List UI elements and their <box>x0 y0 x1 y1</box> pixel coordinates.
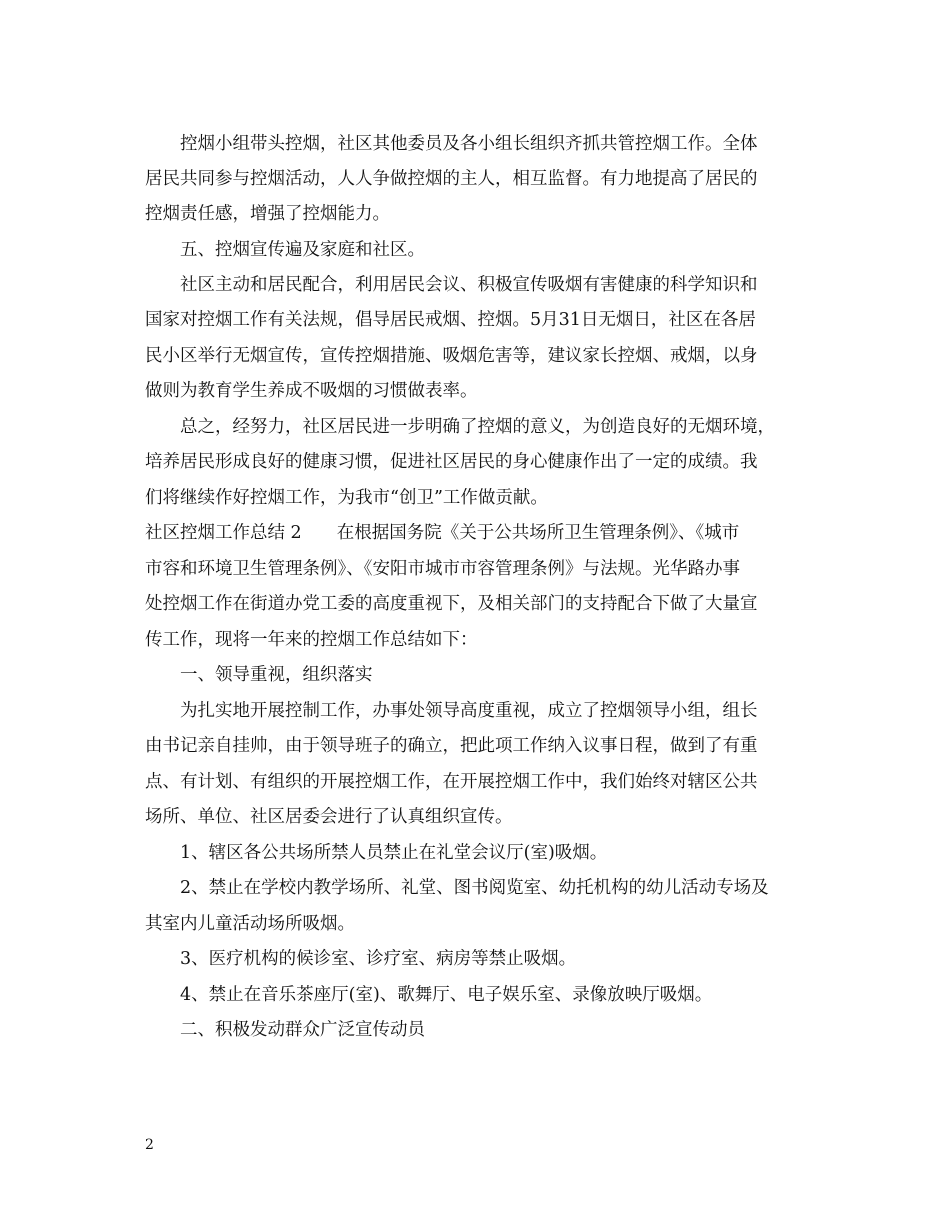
section-heading: 二、积极发动群众广泛宣传动员 <box>180 1020 425 1040</box>
article-title-line: 社区控烟工作总结 2 在根据国务院《关于公共场所卫生管理条例》、《城市 <box>145 523 740 543</box>
body-text-line: 场所、单位、社区居委会进行了认真组织宣传。 <box>145 807 513 827</box>
body-text-line: 居民共同参与控烟活动，人人争做控烟的主人，相互监督。有力地提高了居民的 <box>145 169 758 189</box>
body-text-line: 点、有计划、有组织的开展控烟工作，在开展控烟工作中，我们始终对辖区公共 <box>145 772 758 792</box>
section-heading: 五、控烟宣传遍及家庭和社区。 <box>180 240 425 260</box>
list-item: 4、禁止在音乐茶座厅(室)、歌舞厅、电子娱乐室、录像放映厅吸烟。 <box>180 985 713 1005</box>
body-text-line: 总之，经努力，社区居民进一步明确了控烟的意义，为创造良好的无烟环境， <box>180 417 775 437</box>
body-text-line: 控烟责任感，增强了控烟能力。 <box>145 204 390 224</box>
body-text-line: 社区主动和居民配合，利用居民会议、积极宣传吸烟有害健康的科学知识和 <box>180 275 758 295</box>
body-text-line: 培养居民形成良好的健康习惯，促进社区居民的身心健康作出了一定的成绩。我 <box>145 452 758 472</box>
body-text-line: 传工作，现将一年来的控烟工作总结如下： <box>145 630 478 650</box>
body-text-line: 为扎实地开展控制工作，办事处领导高度重视，成立了控烟领导小组，组长 <box>180 701 758 721</box>
body-text-line: 控烟小组带头控烟，社区其他委员及各小组长组织齐抓共管控烟工作。全体 <box>180 134 758 154</box>
body-text-line: 处控烟工作在街道办党工委的高度重视下，及相关部门的支持配合下做了大量宣 <box>145 594 758 614</box>
body-text-line: 民小区举行无烟宣传，宣传控烟措施、吸烟危害等，建议家长控烟、戒烟，以身 <box>145 346 758 366</box>
body-text-line: 们将继续作好控烟工作，为我市“创卫”工作做贡献。 <box>145 488 548 508</box>
list-item: 1、辖区各公共场所禁人员禁止在礼堂会议厅(室)吸烟。 <box>180 843 608 863</box>
body-text-line: 由书记亲自挂帅，由于领导班子的确立，把此项工作纳入议事日程，做到了有重 <box>145 736 758 756</box>
body-text-line: 国家对控烟工作有关法规，倡导居民戒烟、控烟。5月31日无烟日，社区在各居 <box>145 310 756 330</box>
section-heading: 一、领导重视，组织落实 <box>180 665 373 685</box>
list-item: 2、禁止在学校内教学场所、礼堂、图书阅览室、幼托机构的幼儿活动专场及 <box>180 878 769 898</box>
body-text-line: 做则为教育学生养成不吸烟的习惯做表率。 <box>145 381 478 401</box>
list-item: 3、医疗机构的候诊室、诊疗室、病房等禁止吸烟。 <box>180 949 577 969</box>
body-text-line: 市容和环境卫生管理条例》、《安阳市城市市容管理条例》与法规。光华路办事 <box>145 559 740 579</box>
body-text-line: 其室内儿童活动场所吸烟。 <box>145 914 355 934</box>
page-number: 2 <box>145 1137 154 1153</box>
